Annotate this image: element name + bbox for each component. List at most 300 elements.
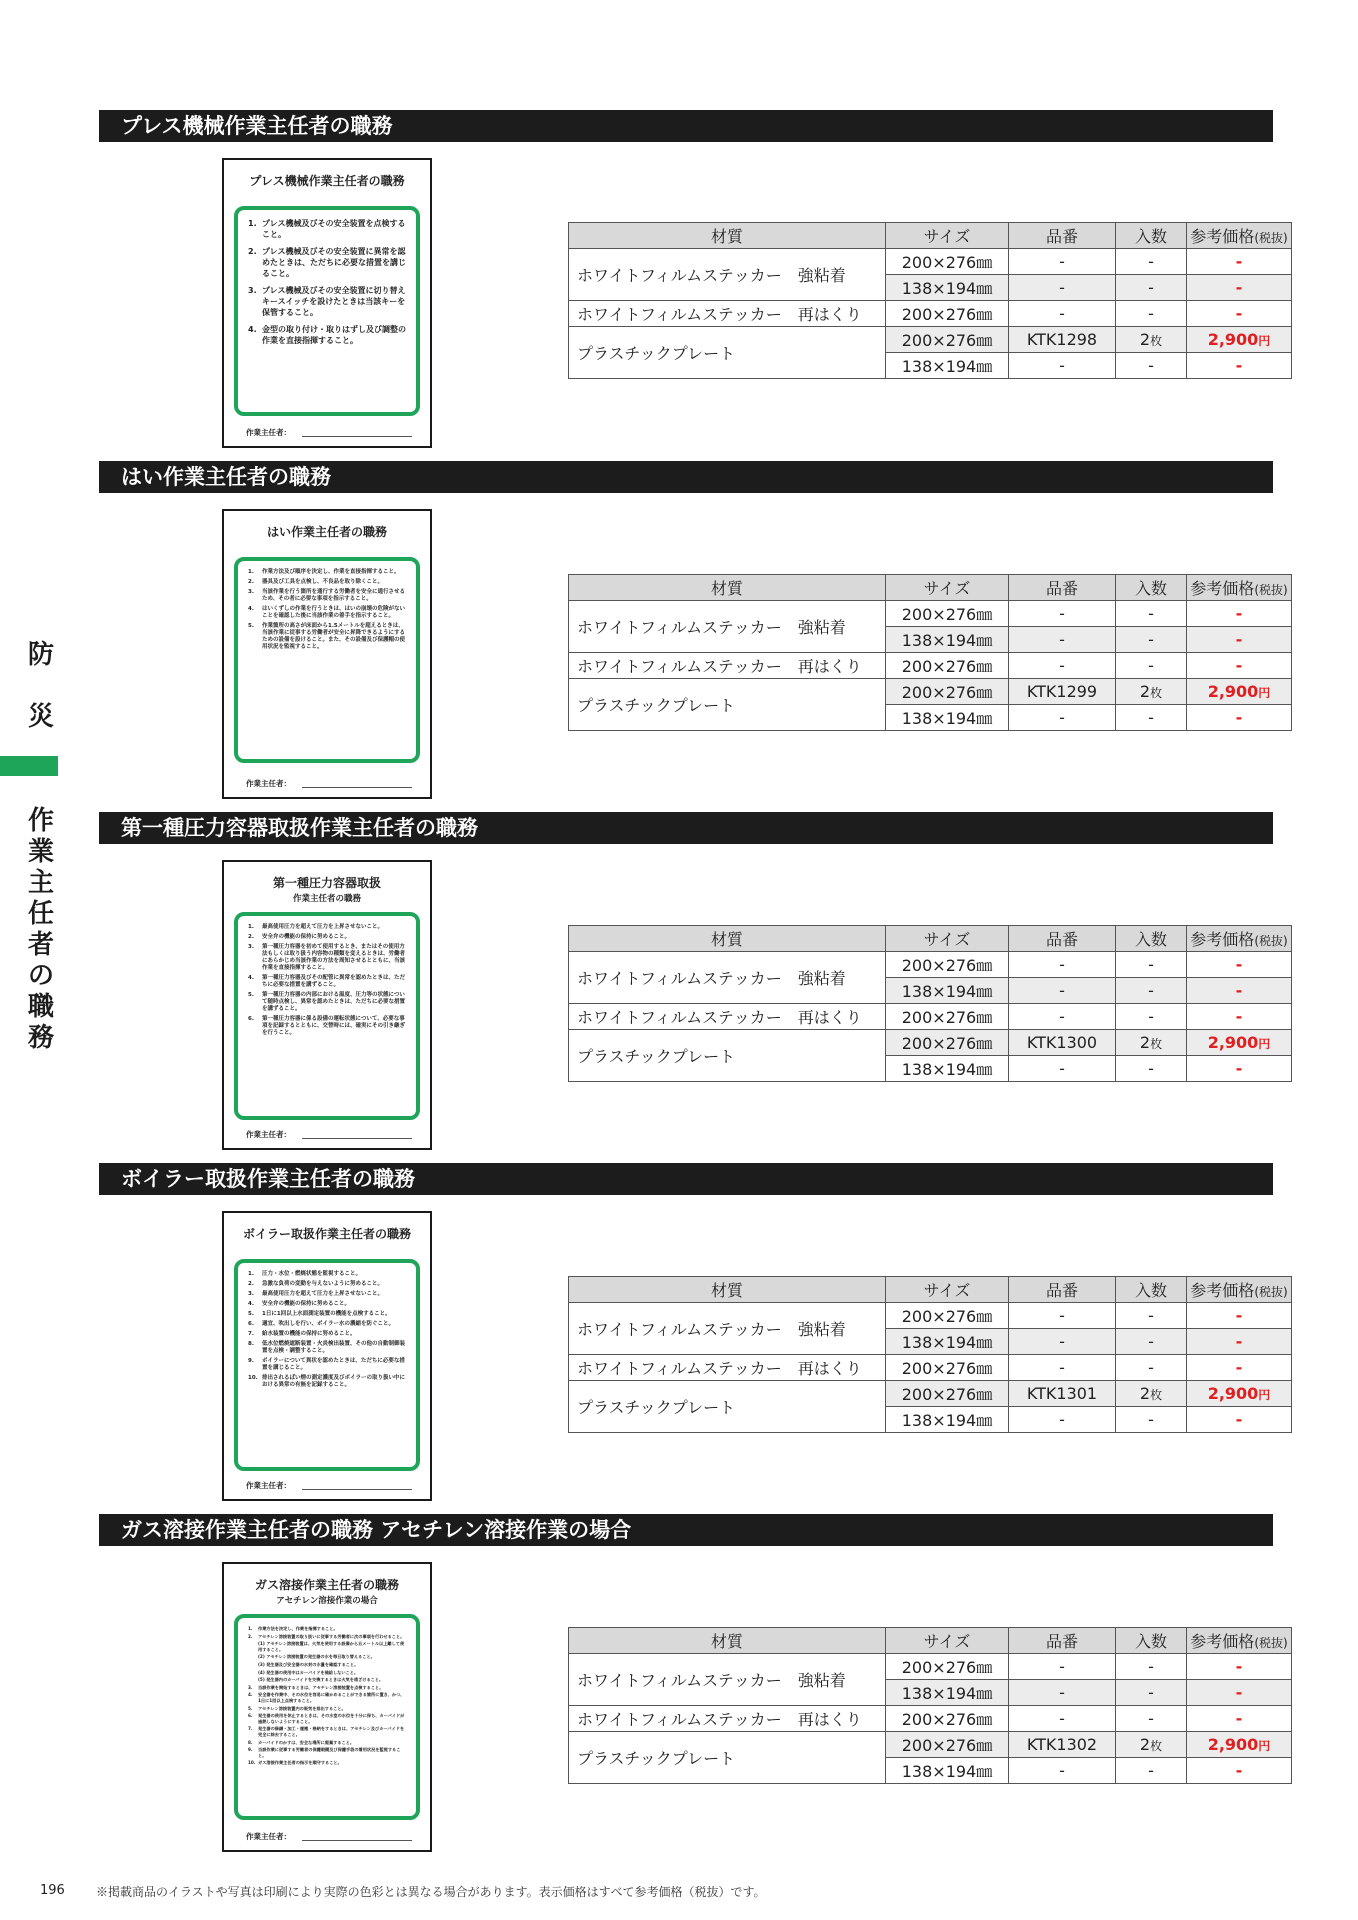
product-code-cell: - (1009, 1329, 1116, 1355)
price-value: - (1235, 1657, 1243, 1676)
price-value: - (1235, 630, 1243, 649)
price-value: 2,900 (1207, 330, 1259, 349)
header-price-label: 参考価格 (1190, 579, 1255, 598)
table-row (569, 1381, 1292, 1407)
price-unit: 円 (1258, 1739, 1271, 1753)
header-code: 品番 (1009, 926, 1116, 952)
sign-signature-line (302, 436, 412, 437)
material-cell: ホワイトフィルムステッカー 強粘着 (569, 1654, 886, 1706)
material-cell: ホワイトフィルムステッカー 再はくり (569, 1355, 886, 1381)
material-cell: プラスチックプレート (569, 327, 886, 379)
table-row (569, 301, 1292, 327)
size-cell: 200×276㎜ (886, 1355, 1009, 1381)
quantity-cell (1116, 353, 1187, 379)
product-code-cell: - (1009, 952, 1116, 978)
sign-duty-text: (2) アセチレン溶接装置の発生器の水を毎日取り替えること。 (258, 1654, 375, 1660)
price-value: - (1235, 1683, 1243, 1702)
quantity-cell (1116, 301, 1187, 327)
price-unit: 円 (1258, 1037, 1271, 1051)
table-row (569, 1030, 1292, 1056)
quantity-cell (1116, 679, 1187, 705)
sign-duty-item (248, 589, 406, 603)
quantity-value: - (1148, 1306, 1154, 1325)
price-value: - (1235, 1358, 1243, 1377)
header-price-label: 参考価格 (1190, 1281, 1255, 1300)
product-code-cell: - (1009, 1004, 1116, 1030)
table-row (569, 249, 1292, 275)
sign-signature-line (302, 1489, 412, 1490)
product-code-cell: - (1009, 1706, 1116, 1732)
header-size: サイズ (886, 223, 1009, 249)
sign-duty-number: 10. (248, 1760, 256, 1766)
sign-footer-label: 作業主任者： (246, 1481, 291, 1490)
sign-duty-item (248, 1706, 406, 1712)
price-cell (1187, 1004, 1292, 1030)
quantity-value: 2 (1139, 1384, 1151, 1403)
sign-duty-number: 4. (248, 606, 254, 612)
sign-duty-list (234, 1614, 420, 1820)
sign-duty-item (248, 1626, 406, 1632)
table-row (569, 1303, 1292, 1329)
header-code: 品番 (1009, 575, 1116, 601)
header-material: 材質 (569, 223, 886, 249)
price-cell (1187, 653, 1292, 679)
header-price-note: (税抜) (1254, 1285, 1288, 1299)
price-value: - (1235, 708, 1243, 727)
sign-duty-text: 第一種圧力容器及びその配管に異常を認めたときは、ただちに必要な措置を講ずること。 (262, 975, 406, 988)
price-cell (1187, 1303, 1292, 1329)
sign-duty-text: 第一種圧力容器に係る設備の運転状態について、必要な事項を記録するとともに、交替時には、確実にその引き継ぎを行うこと。 (262, 1016, 406, 1036)
sign-duty-text: 急激な負荷の変動を与えないように努めること。 (262, 1281, 384, 1287)
sign-duty-text: 当該作業に従事する労働者の保護眼鏡及び保護手袋の着用状況を監視すること。 (258, 1747, 401, 1758)
product-code-cell: - (1009, 1654, 1116, 1680)
sign-illustration (222, 1211, 432, 1501)
quantity-cell (1116, 627, 1187, 653)
sign-footer-label: 作業主任者： (246, 1130, 291, 1139)
size-cell: 138×194㎜ (886, 1680, 1009, 1706)
quantity-cell (1116, 653, 1187, 679)
material-cell: ホワイトフィルムステッカー 再はくり (569, 653, 886, 679)
sign-footer-label: 作業主任者： (246, 779, 291, 788)
sign-duty-text: 安全器を作業中、その水位を容易に確かめることができる箇所に置き、かつ、1日に1回以上点検すること。 (258, 1692, 405, 1703)
quantity-cell (1116, 1004, 1187, 1030)
product-code-cell: - (1009, 1056, 1116, 1082)
header-material: 材質 (569, 575, 886, 601)
quantity-value: 2 (1139, 1735, 1151, 1754)
section-title: プレス機械作業主任者の職務 (99, 110, 1273, 142)
page-number: 196 (40, 1883, 65, 1898)
size-cell: 138×194㎜ (886, 1329, 1009, 1355)
price-value: - (1235, 1410, 1243, 1429)
price-cell (1187, 1056, 1292, 1082)
sign-duty-text: (3) 発生器及び安全器の水封の水量を確認すること。 (258, 1661, 359, 1667)
sign-duty-number: 5. (248, 1311, 254, 1317)
quantity-value: - (1148, 1683, 1154, 1702)
sign-duty-number: 2. (248, 1281, 254, 1287)
price-cell (1187, 978, 1292, 1004)
price-value: - (1235, 656, 1243, 675)
header-price-note: (税抜) (1254, 1636, 1288, 1650)
quantity-value: - (1148, 1007, 1154, 1026)
header-material: 材質 (569, 1628, 886, 1654)
quantity-value: - (1148, 304, 1154, 323)
sign-illustration (222, 158, 432, 448)
sign-duty-number: 10. (248, 1375, 258, 1381)
sign-duty-item (248, 1016, 406, 1037)
section-title: はい作業主任者の職務 (99, 461, 1273, 493)
size-cell: 200×276㎜ (886, 249, 1009, 275)
quantity-value: - (1148, 1358, 1154, 1377)
product-code-cell: - (1009, 1758, 1116, 1784)
sign-duty-number: 5. (248, 992, 254, 998)
price-value: 2,900 (1207, 682, 1259, 701)
quantity-cell (1116, 1407, 1187, 1433)
sign-duty-number: 2. (248, 1633, 253, 1639)
sign-duty-item (248, 924, 406, 931)
material-cell: ホワイトフィルムステッカー 再はくり (569, 1004, 886, 1030)
sign-duty-text: 作業箇所の高さが床面から1.5メートルを超えるときは、当該作業に従事する労働者が安全に昇降できるようにするための設備を設けること。また、その設備及び保護帽の使用状況を監視すること。 (262, 623, 406, 650)
section-title: ガス溶接作業主任者の職務 アセチレン溶接作業の場合 (99, 1514, 1273, 1546)
sign-duty-item (248, 992, 406, 1013)
quantity-value: - (1148, 252, 1154, 271)
price-cell (1187, 327, 1292, 353)
size-cell: 200×276㎜ (886, 1303, 1009, 1329)
sign-duty-number: 1. (248, 1626, 253, 1631)
sign-duty-item (248, 1726, 406, 1737)
product-code-cell: KTK1298 (1009, 327, 1116, 353)
material-cell: ホワイトフィルムステッカー 再はくり (569, 1706, 886, 1732)
header-price (1187, 1628, 1292, 1654)
sign-duty-item (248, 975, 406, 989)
sign-duty-number: 3. (248, 1291, 254, 1297)
sign-signature-line (302, 1138, 412, 1139)
sign-duty-item (248, 1740, 406, 1746)
table-row (569, 679, 1292, 705)
section-title: 第一種圧力容器取扱作業主任者の職務 (99, 812, 1273, 844)
size-cell: 200×276㎜ (886, 1706, 1009, 1732)
header-size: サイズ (886, 926, 1009, 952)
sign-duty-item (248, 1677, 406, 1683)
quantity-value: - (1148, 955, 1154, 974)
sign-title: はい作業主任者の職務 (266, 525, 387, 539)
table-row (569, 952, 1292, 978)
quantity-cell (1116, 1329, 1187, 1355)
price-cell (1187, 1732, 1292, 1758)
side-label-bottom: 作業主任者の職務 (28, 806, 55, 1053)
size-cell: 200×276㎜ (886, 679, 1009, 705)
sign-duty-item (248, 1331, 406, 1338)
quantity-cell (1116, 1056, 1187, 1082)
quantity-cell (1116, 249, 1187, 275)
size-cell: 200×276㎜ (886, 1030, 1009, 1056)
sign-duty-number (248, 1670, 258, 1676)
sign-duty-number: 1. (248, 219, 257, 228)
sign-duty-item (248, 1685, 406, 1691)
sign-duty-text: 低水位燃焼遮断装置・火炎検出装置、その他の自動制御装置を点検・調整すること。 (262, 1341, 406, 1354)
size-cell: 200×276㎜ (886, 952, 1009, 978)
side-label-top: 防 (28, 640, 55, 670)
sign-duty-text: 最高使用圧力を超えて圧力を上昇させないこと。 (262, 1291, 384, 1297)
header-qty: 入数 (1116, 575, 1187, 601)
sign-illustration (222, 860, 432, 1150)
sign-duty-text: 発生器の使用を休止するときは、その水室の水位を十分に保ち、カーバイドが過熱しないようにすること。 (258, 1713, 405, 1724)
sign-signature-line (302, 787, 412, 788)
sign-duty-text: 1日に1回以上水面測定装置の機能を点検すること。 (262, 1311, 391, 1317)
sign-duty-number: 3. (248, 1684, 253, 1690)
header-code: 品番 (1009, 1277, 1116, 1303)
sign-footer-label: 作業主任者： (246, 1832, 291, 1841)
quantity-value: 2 (1139, 330, 1151, 349)
product-spec-table (568, 574, 1292, 731)
product-code-cell: KTK1299 (1009, 679, 1116, 705)
sign-duty-text: プレス機械及びその安全装置に切り替えキースイッチを設けたときは当該キーを保管すること。 (262, 286, 406, 317)
price-cell (1187, 1355, 1292, 1381)
price-value: - (1235, 604, 1243, 623)
sign-duty-item (248, 579, 406, 586)
sign-duty-text: 作業方法及び順序を決定し、作業を直接指揮すること。 (262, 569, 400, 575)
sign-duty-number: 5. (248, 623, 254, 629)
price-value: - (1235, 252, 1243, 271)
quantity-cell (1116, 275, 1187, 301)
quantity-unit: 枚 (1150, 686, 1163, 700)
price-cell (1187, 353, 1292, 379)
header-qty: 入数 (1116, 1277, 1187, 1303)
sign-duty-number: 1. (248, 924, 254, 930)
quantity-value: - (1148, 708, 1154, 727)
sign-duty-item (248, 1760, 406, 1766)
price-value: 2,900 (1207, 1384, 1259, 1403)
price-unit: 円 (1258, 334, 1271, 348)
header-material: 材質 (569, 1277, 886, 1303)
table-header-row (569, 926, 1292, 952)
table-header-row (569, 1628, 1292, 1654)
product-code-cell: - (1009, 653, 1116, 679)
sign-duty-item (248, 1747, 406, 1758)
sign-duty-number (248, 1662, 258, 1668)
quantity-cell (1116, 1758, 1187, 1784)
sign-duty-number (248, 1654, 258, 1660)
sign-duty-item (248, 1692, 406, 1703)
table-row (569, 653, 1292, 679)
header-price-note: (税抜) (1254, 934, 1288, 948)
quantity-value: - (1148, 981, 1154, 1000)
price-cell (1187, 705, 1292, 731)
sign-duty-list (234, 557, 420, 763)
price-value: 2,900 (1207, 1033, 1259, 1052)
sign-duty-number: 3. (248, 589, 254, 595)
quantity-value: - (1148, 630, 1154, 649)
sign-duty-text: ボイラーについて異状を認めたときは、ただちに必要な措置を講じること。 (262, 1358, 405, 1371)
header-qty: 入数 (1116, 223, 1187, 249)
sign-duty-list (234, 912, 420, 1120)
sign-duty-text: (1) アセチレン溶接装置は、火気を使用する設備から五メートル以上離して使用すること。 (258, 1641, 405, 1652)
sign-duty-number: 9. (248, 1747, 253, 1753)
price-cell (1187, 1381, 1292, 1407)
price-cell (1187, 1654, 1292, 1680)
quantity-value: - (1148, 1332, 1154, 1351)
sign-duty-number: 1. (248, 569, 254, 575)
table-row (569, 601, 1292, 627)
sign-duty-number: 4. (248, 1692, 253, 1698)
sign-duty-number (248, 1677, 258, 1683)
sign-duty-text: 発生器の修繕・加工・運搬・格納をするときは、アセチレン及びカーバイドを完全に除去すること。 (258, 1726, 405, 1737)
size-cell: 138×194㎜ (886, 1056, 1009, 1082)
sign-subtitle: 作業主任者の職務 (292, 894, 361, 904)
price-value: - (1235, 1306, 1243, 1325)
sign-duty-text: 作業方法を決定し、作業を指揮すること。 (258, 1626, 338, 1631)
sign-duty-list (234, 206, 420, 416)
quantity-cell (1116, 952, 1187, 978)
header-price (1187, 926, 1292, 952)
sign-duty-item (248, 1321, 406, 1328)
sign-footer-label: 作業主任者： (246, 428, 291, 437)
price-value: - (1235, 1332, 1243, 1351)
sign-duty-number: 3. (248, 286, 257, 295)
sign-duty-number: 2. (248, 579, 254, 585)
sign-illustration (222, 1562, 432, 1852)
sign-duty-text: 第一種圧力容器を初めて使用するとき、またはその使用方法もしくは取り扱う内容物の種類を変えるときは、労働者にあらかじめ当該作業の方法を周知させるとともに、当該作業を直接指揮すること。 (262, 944, 406, 971)
table-row (569, 1004, 1292, 1030)
sign-duty-text: アセチレン溶接装置内の吸気を排出すること。 (258, 1705, 346, 1711)
table-row (569, 1654, 1292, 1680)
product-code-cell: - (1009, 275, 1116, 301)
size-cell: 200×276㎜ (886, 1004, 1009, 1030)
sign-duty-number: 3. (248, 944, 254, 950)
sign-duty-number: 6. (248, 1016, 254, 1022)
sign-duty-number: 8. (248, 1739, 253, 1745)
sign-signature-line (302, 1840, 412, 1841)
size-cell: 200×276㎜ (886, 1732, 1009, 1758)
side-accent-bar (0, 756, 58, 776)
quantity-cell (1116, 1680, 1187, 1706)
quantity-value: - (1148, 1709, 1154, 1728)
sign-duty-number: 2. (248, 934, 254, 940)
table-header-row (569, 223, 1292, 249)
quantity-value: - (1148, 1410, 1154, 1429)
product-code-cell: - (1009, 249, 1116, 275)
price-cell (1187, 275, 1292, 301)
sign-duty-number: 6. (248, 1321, 254, 1327)
material-cell: ホワイトフィルムステッカー 強粘着 (569, 249, 886, 301)
quantity-cell (1116, 1355, 1187, 1381)
sign-duty-number: 5. (248, 1705, 253, 1711)
product-code-cell: - (1009, 1407, 1116, 1433)
price-cell (1187, 1706, 1292, 1732)
price-cell (1187, 1329, 1292, 1355)
header-qty: 入数 (1116, 1628, 1187, 1654)
product-code-cell: - (1009, 1680, 1116, 1706)
sign-duty-item (248, 1358, 406, 1372)
sign-duty-text: 圧力・水位・燃焼状態を監視すること。 (262, 1271, 362, 1277)
sign-duty-item (248, 285, 406, 318)
product-spec-table (568, 925, 1292, 1082)
price-cell (1187, 627, 1292, 653)
sign-duty-text: 安全弁の機能の保持に努めること。 (262, 934, 351, 940)
product-spec-table (568, 1627, 1292, 1784)
sign-duty-item (248, 1654, 406, 1660)
header-price-label: 参考価格 (1190, 227, 1255, 246)
sign-duty-item (248, 246, 406, 279)
header-price (1187, 1277, 1292, 1303)
quantity-value: - (1148, 1059, 1154, 1078)
quantity-value: 2 (1139, 682, 1151, 701)
sign-duty-text: プレス機械及びその安全装置を点検すること。 (262, 219, 406, 239)
table-row (569, 327, 1292, 353)
sign-duty-number: 6. (248, 1713, 253, 1719)
product-code-cell: - (1009, 627, 1116, 653)
size-cell: 138×194㎜ (886, 1407, 1009, 1433)
header-material: 材質 (569, 926, 886, 952)
product-code-cell: - (1009, 353, 1116, 379)
sign-duty-item (248, 606, 406, 620)
sign-duty-text: カーバイドのかすは、安全な場所に廃棄すること。 (258, 1739, 355, 1745)
material-cell: ホワイトフィルムステッカー 強粘着 (569, 601, 886, 653)
price-cell (1187, 249, 1292, 275)
material-cell: ホワイトフィルムステッカー 強粘着 (569, 952, 886, 1004)
sign-duty-text: はいくずしの作業を行うときは、はいの崩壊の危険がないことを確認した後に当該作業の着手を指示すること。 (262, 606, 406, 619)
header-price-label: 参考価格 (1190, 1632, 1255, 1651)
size-cell: 200×276㎜ (886, 1381, 1009, 1407)
sign-title: 第一種圧力容器取扱 (272, 876, 381, 890)
quantity-value: - (1148, 1657, 1154, 1676)
sign-duty-item (248, 569, 406, 576)
sign-duty-item (248, 944, 406, 972)
price-value: - (1235, 278, 1243, 297)
quantity-cell (1116, 327, 1187, 353)
sign-duty-text: 金型の取り付け・取りはずし及び調整の作業を直接指揮すること。 (262, 325, 406, 345)
sign-duty-item (248, 1311, 406, 1318)
sign-duty-item (248, 324, 406, 346)
sign-duty-number: 7. (248, 1726, 253, 1732)
table-row (569, 1732, 1292, 1758)
price-cell (1187, 1030, 1292, 1056)
sign-duty-item (248, 934, 406, 941)
sign-duty-text: アセチレン溶接装置の取り扱いに従事する労働者に次の事項を行わせること。 (258, 1633, 405, 1639)
size-cell: 138×194㎜ (886, 978, 1009, 1004)
price-cell (1187, 301, 1292, 327)
price-value: - (1235, 1709, 1243, 1728)
table-header-row (569, 1277, 1292, 1303)
product-code-cell: - (1009, 601, 1116, 627)
table-header-row (569, 575, 1292, 601)
price-cell (1187, 1680, 1292, 1706)
sign-title: プレス機械作業主任者の職務 (249, 174, 405, 188)
sign-duty-text: 最高使用圧力を超えて圧力を上昇させないこと。 (262, 924, 384, 930)
size-cell: 200×276㎜ (886, 301, 1009, 327)
sign-illustration (222, 509, 432, 799)
header-size: サイズ (886, 575, 1009, 601)
header-price (1187, 223, 1292, 249)
quantity-cell (1116, 601, 1187, 627)
sign-duty-text: ガス溶接作業主任者の指示を順守すること。 (258, 1760, 342, 1766)
header-code: 品番 (1009, 1628, 1116, 1654)
quantity-cell (1116, 1030, 1187, 1056)
sign-duty-text: 排出されるばい煙の測定濃度及びボイラーの取り扱い中における異常の有無を記録すること。 (262, 1375, 406, 1388)
product-code-cell: - (1009, 978, 1116, 1004)
size-cell: 138×194㎜ (886, 627, 1009, 653)
price-cell (1187, 679, 1292, 705)
sign-duty-item (248, 1662, 406, 1668)
size-cell: 138×194㎜ (886, 1758, 1009, 1784)
sign-duty-number: 4. (248, 1301, 254, 1307)
sign-duty-item (248, 1271, 406, 1278)
sign-duty-item (248, 1641, 406, 1652)
table-row (569, 1706, 1292, 1732)
sign-duty-item (248, 1301, 406, 1308)
size-cell: 138×194㎜ (886, 275, 1009, 301)
price-unit: 円 (1258, 686, 1271, 700)
material-cell: プラスチックプレート (569, 1030, 886, 1082)
